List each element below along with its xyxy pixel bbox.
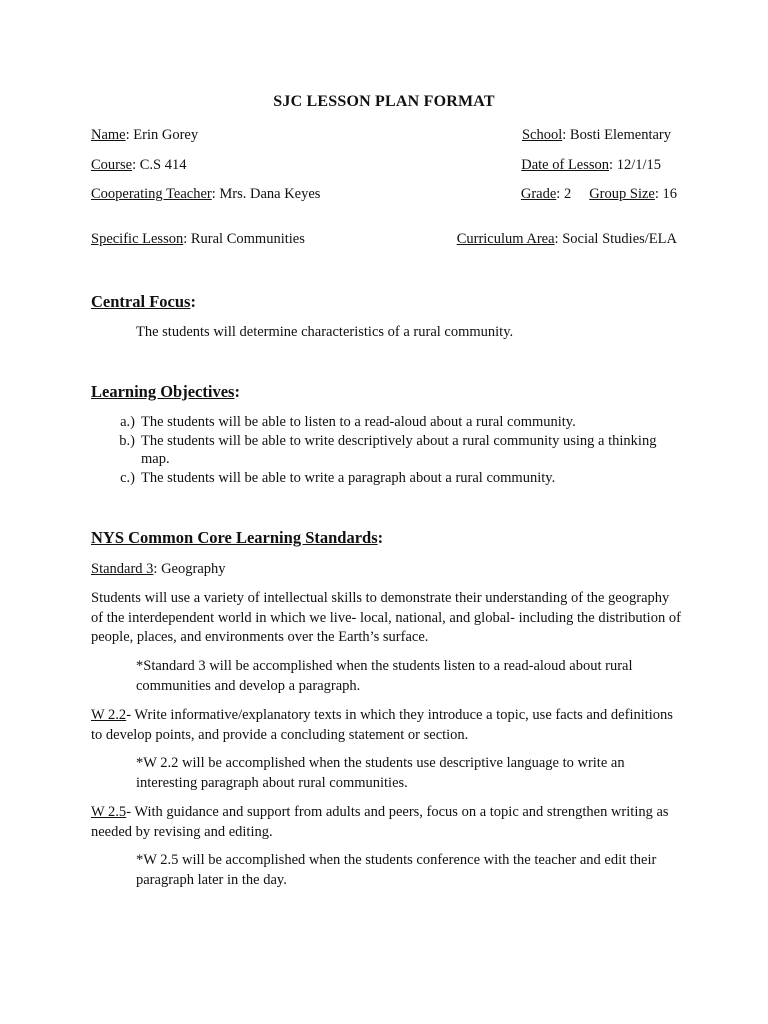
teacher-value: Mrs. Dana Keyes <box>219 186 321 202</box>
w-2-5-description: - With guidance and support from adults and peers, focus on a topic and strengthen writing as needed by revising and editing. <box>91 804 669 840</box>
teacher-label: Cooperating Teacher <box>91 186 212 202</box>
list-marker: a.) <box>120 414 135 430</box>
date-field: Date of Lesson: 12/1/15 <box>521 157 661 173</box>
course-field: Course: C.S 414 <box>91 157 187 173</box>
standard-3-title: Standard 3: Geography <box>91 561 226 577</box>
info-row-lesson-curriculum <box>91 231 677 248</box>
standard-3-note: *Standard 3 will be accomplished when the students listen to a read-aloud about rural communities and develop a paragraph. <box>136 658 633 694</box>
school-label: School <box>521 127 563 143</box>
curriculum-label: Curriculum Area <box>456 231 555 247</box>
w-2-2-description: - Write informative/explanatory texts in which they introduce a topic, use facts and definitions to develop points, and provide a concluding statement or section. <box>91 707 673 743</box>
list-item-text: The students will be able to write a paragraph about a rural community. <box>141 469 556 486</box>
standards-heading-text: NYS Common Core Learning Standards <box>91 528 378 547</box>
group-size-value: 16 <box>662 186 677 202</box>
course-value: C.S 414 <box>139 157 187 173</box>
info-row-name-school <box>91 127 677 144</box>
central-focus-heading: Central Focus: <box>91 292 196 311</box>
w-2-2-text <box>91 706 683 745</box>
w-2-2-label: W 2.2 <box>91 707 127 723</box>
list-item-text: The students will be able to listen to a read-aloud about a rural community. <box>141 414 576 430</box>
teacher-field: Cooperating Teacher: Mrs. Dana Keyes <box>91 186 321 202</box>
list-marker: c.) <box>120 469 135 486</box>
list-item <box>107 413 682 432</box>
w-2-5-label: W 2.5 <box>91 804 127 820</box>
w-2-2-note: *W 2.2 will be accomplished when the students use descriptive language to write an interesting paragraph about rural communities. <box>136 755 625 791</box>
grade-value: 2 <box>563 186 572 202</box>
lesson-field: Specific Lesson: Rural Communities <box>91 231 305 247</box>
standard-3-label: Standard 3 <box>91 561 154 577</box>
learning-objectives-heading: Learning Objectives: <box>91 382 240 401</box>
school-field: School: Bosti Elementary <box>521 127 671 143</box>
curriculum-field: Curriculum Area: Social Studies/ELA <box>456 231 677 247</box>
info-row-course-date <box>91 157 677 174</box>
standard-3-name: Geography <box>161 561 226 577</box>
lesson-label: Specific Lesson <box>91 231 184 247</box>
w-2-5-note: *W 2.5 will be accomplished when the students conference with the teacher and edit their paragraph later in the day. <box>136 852 657 888</box>
objectives-list <box>107 413 682 487</box>
date-label: Date of Lesson <box>521 157 610 173</box>
list-item <box>107 432 682 469</box>
central-focus-heading-text: Central Focus <box>91 292 191 311</box>
standards-heading: NYS Common Core Learning Standards: <box>91 528 384 547</box>
name-label: Name <box>91 127 126 143</box>
date-value: 12/1/15 <box>616 157 661 173</box>
learning-objectives-heading-text: Learning Objectives <box>91 382 235 401</box>
central-focus-text: The students will determine characteristics of a rural community. <box>136 324 514 340</box>
name-value: Erin Gorey <box>133 127 199 143</box>
list-marker: b.) <box>119 432 135 449</box>
grade-group-field: Grade: 2 Group Size: 16 <box>520 186 677 202</box>
school-value: Bosti Elementary <box>569 127 671 143</box>
course-label: Course <box>91 157 133 173</box>
name-field: Name: Erin Gorey <box>91 127 199 143</box>
lesson-value: Rural Communities <box>190 231 305 247</box>
curriculum-value: Social Studies/ELA <box>562 231 677 247</box>
document-title: SJC LESSON PLAN FORMAT <box>273 93 495 110</box>
list-item-text: The students will be able to write descriptively about a rural community using a thinking map. <box>141 432 657 467</box>
standard-3-text: Students will use a variety of intellectual skills to demonstrate their understanding of the geography of the interdependent world in which we live- local, national, and global- including the distribution of people, places, and environments over the Earth’s surface. <box>91 590 681 645</box>
group-size-label: Group Size <box>589 186 655 202</box>
w-2-5-text <box>91 803 683 842</box>
grade-label: Grade <box>520 186 557 202</box>
info-row-teacher-grade <box>91 186 677 203</box>
list-item <box>107 469 682 488</box>
